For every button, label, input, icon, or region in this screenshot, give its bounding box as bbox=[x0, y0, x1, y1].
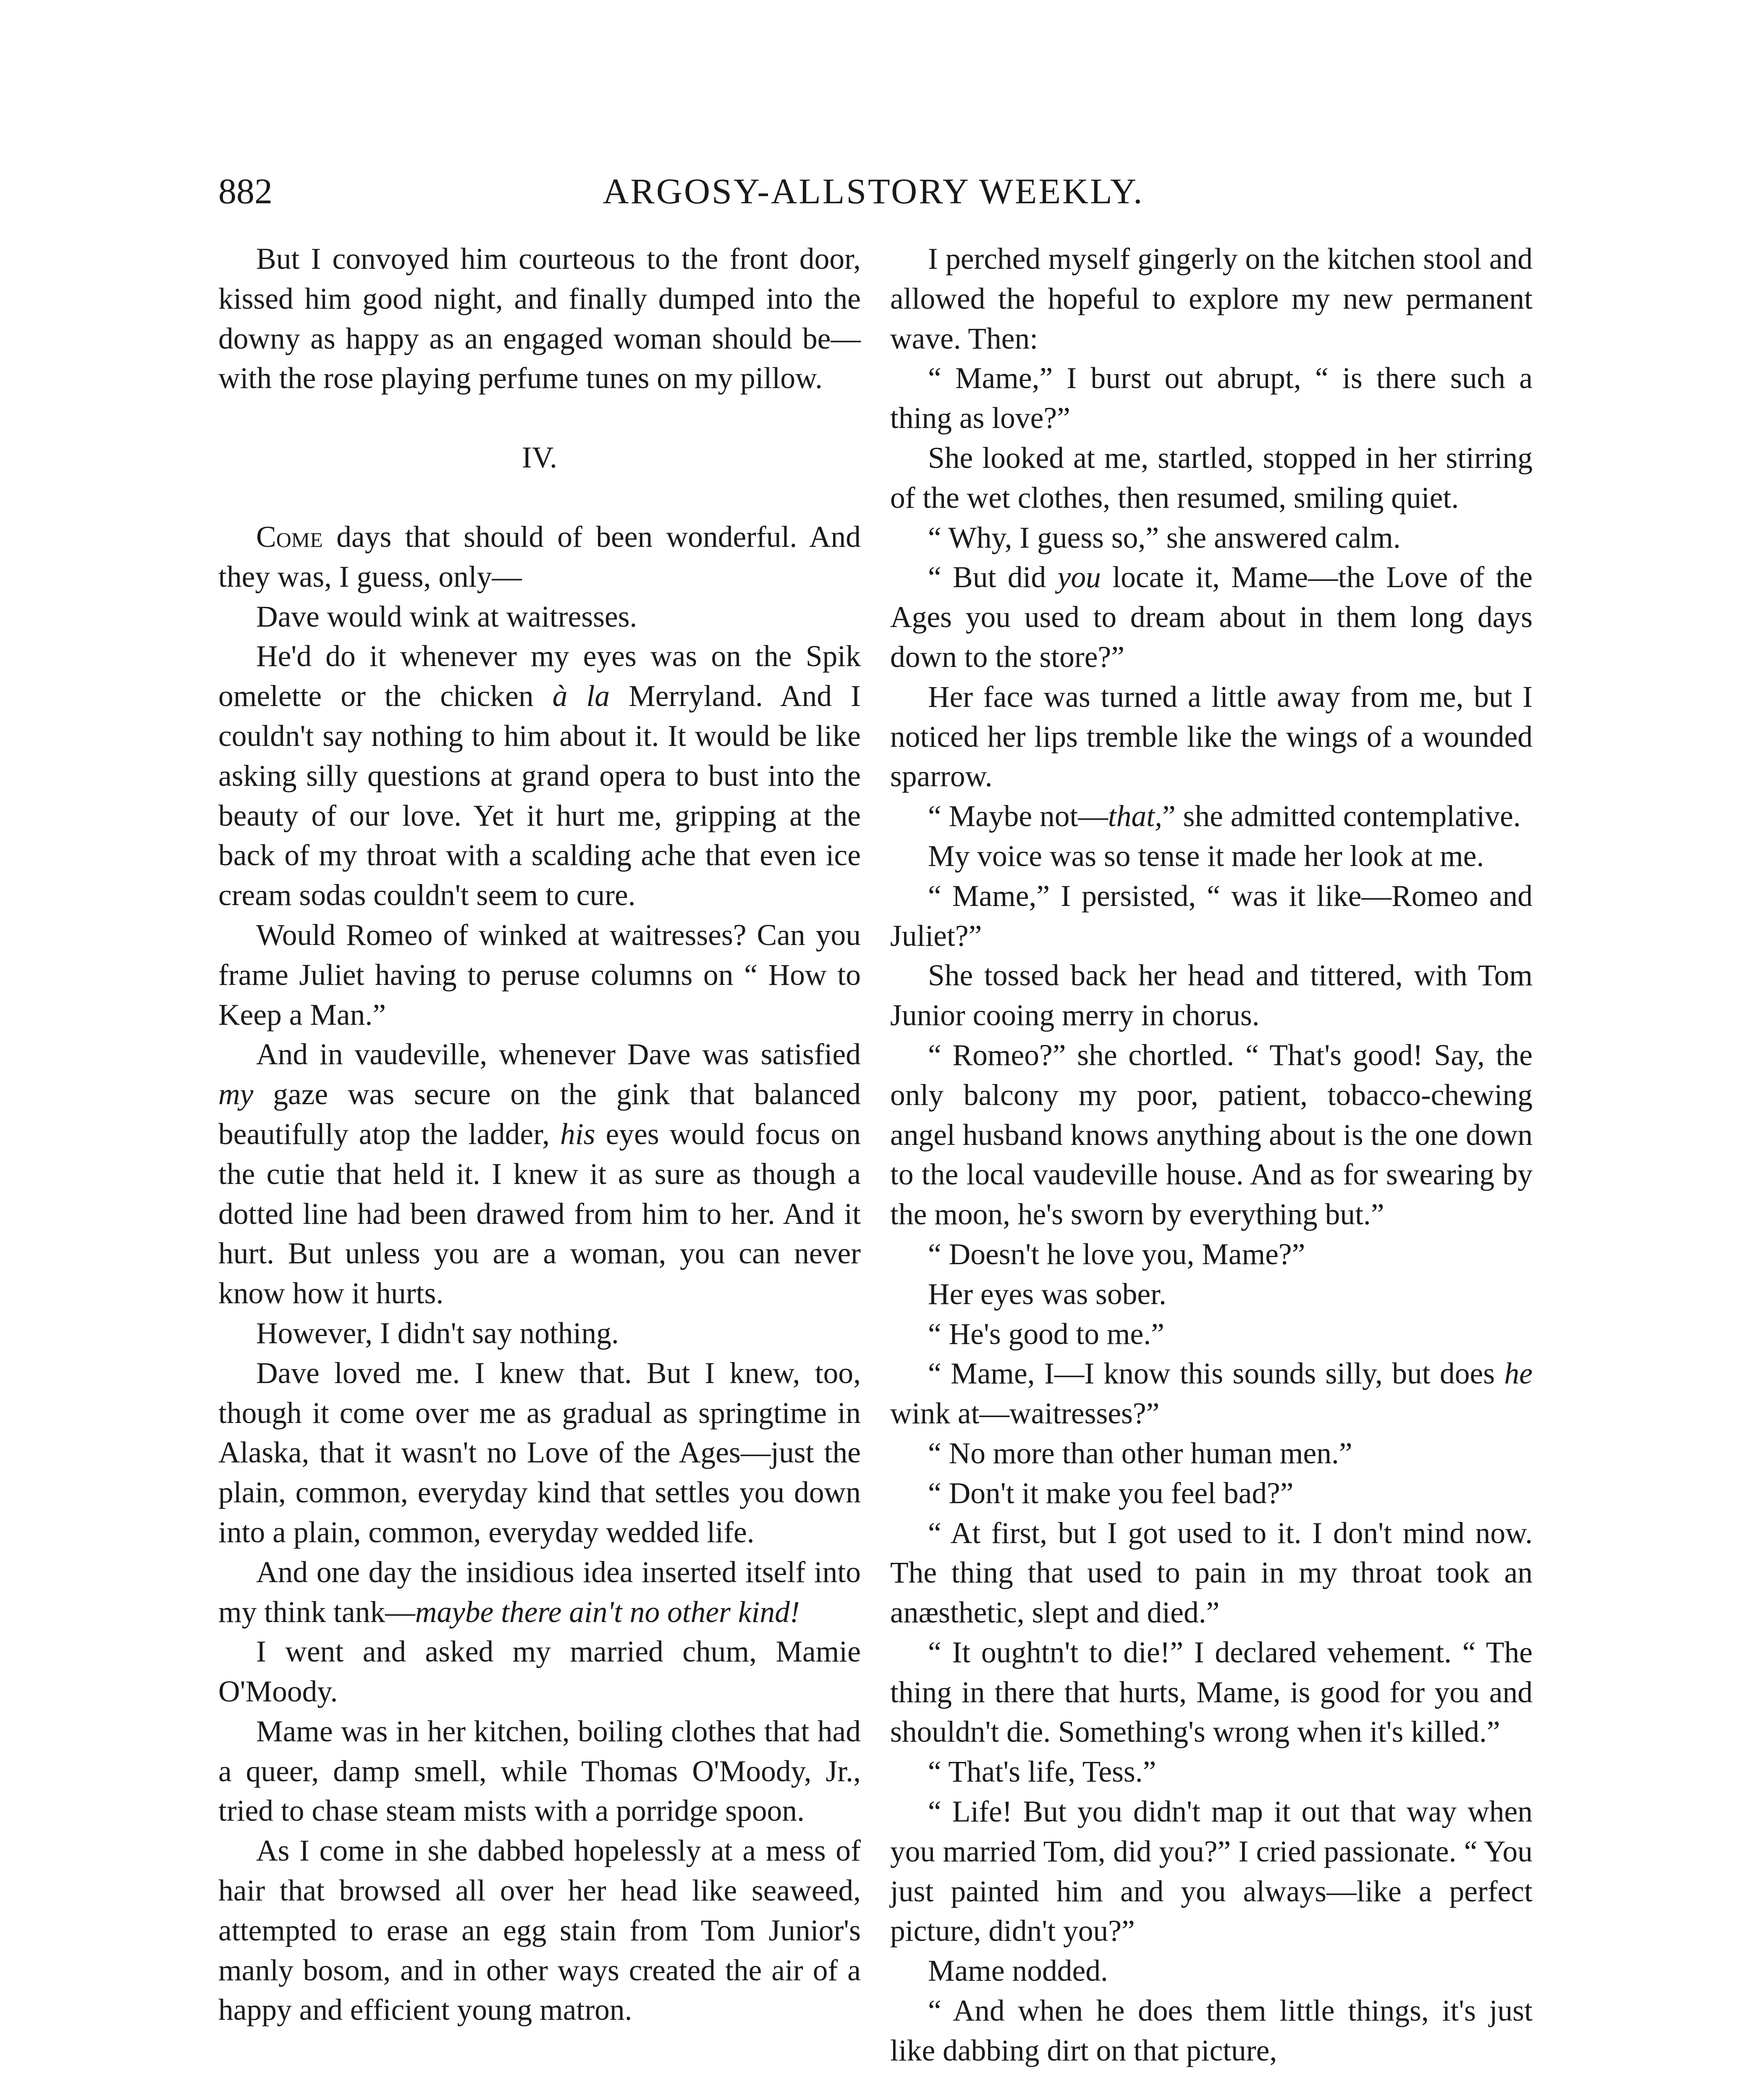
paragraph: I went and asked my married chum, Mamie O'Moody. bbox=[218, 1635, 861, 1709]
paragraph: Come days that should of been wonderful. And they was, I guess, only— bbox=[218, 520, 861, 593]
paragraph: “ Maybe not—that,” she admitted contemplative. bbox=[928, 800, 1521, 833]
italic-text: he bbox=[1504, 1357, 1533, 1391]
italic-text: that, bbox=[1108, 800, 1163, 833]
paragraph: “ That's life, Tess.” bbox=[928, 1755, 1156, 1789]
paragraph: He'd do it whenever my eyes was on the Spik omelette or the chicken à la Merryland. And I couldn't say nothing to him about it. It would be like asking silly questions at grand opera to bust into the beauty of our love. Yet it hurt me, gripping at the back of my throat with a scalding ache that even ice cream sodas couldn't seem to cure. bbox=[218, 640, 861, 912]
paragraph: Her face was turned a little away from me, but I noticed her lips tremble like the wings of a wounded sparrow. bbox=[890, 680, 1533, 793]
paragraph: My voice was so tense it made her look at me. bbox=[928, 839, 1484, 873]
paragraph: Mame nodded. bbox=[928, 1954, 1108, 1988]
italic-text: à la bbox=[552, 680, 610, 713]
paragraph: And one day the insidious idea inserted itself into my think tank—maybe there ain't no other kind! bbox=[218, 1555, 861, 1629]
paragraph: “ It oughtn't to die!” I declared vehement. “ The thing in there that hurts, Mame, is good for you and shouldn't die. Something's wrong when it's killed.” bbox=[890, 1635, 1533, 1749]
paragraph: She looked at me, startled, stopped in her stirring of the wet clothes, then resumed, smiling quiet. bbox=[890, 441, 1533, 514]
paragraph: I perched myself gingerly on the kitchen stool and allowed the hopeful to explore my new permanent wave. Then: bbox=[890, 242, 1533, 355]
left-column bbox=[218, 239, 861, 2030]
section-heading: IV. bbox=[521, 441, 558, 475]
paragraph: “ Why, I guess so,” she answered calm. bbox=[928, 521, 1401, 554]
paragraph: “ He's good to me.” bbox=[928, 1317, 1164, 1351]
paragraph: As I come in she dabbed hopelessly at a mess of hair that browsed all over her head like seaweed, attempted to erase an egg stain from Tom Junior's manly bosom, and in other ways created the air of a happy and efficient young matron. bbox=[218, 1834, 861, 2027]
paragraph: Her eyes was sober. bbox=[928, 1277, 1166, 1311]
paragraph: Mame was in her kitchen, boiling clothes that had a queer, damp smell, while Thomas O'Moody, Jr., tried to chase steam mists with a porridge spoon. bbox=[218, 1714, 861, 1828]
paragraph: But I convoyed him courteous to the front door, kissed him good night, and finally dumped into the downy as happy as an engaged woman should be—with the rose playing perfume tunes on my pillow. bbox=[218, 242, 861, 395]
running-title: ARGOSY-ALLSTORY WEEKLY. bbox=[603, 171, 1144, 211]
right-column bbox=[890, 239, 1533, 2071]
paragraph: “ Mame,” I persisted, “ was it like—Romeo and Juliet?” bbox=[890, 879, 1533, 953]
italic-text: my bbox=[218, 1078, 254, 1111]
paragraph: “ And when he does them little things, it's just like dabbing dirt on that picture, bbox=[890, 1994, 1533, 2067]
paragraph: However, I didn't say nothing. bbox=[256, 1316, 619, 1350]
italic-text: you bbox=[1057, 561, 1101, 594]
italic-text: maybe there ain't no other kind! bbox=[415, 1595, 800, 1629]
paragraph: “ Romeo?” she chortled. “ That's good! Say, the only balcony my poor, patient, tobacco-chewing angel husband knows anything about is the one down to the local vaudeville house. And as for swearing by the moon, he's sworn by everything but.” bbox=[890, 1038, 1533, 1231]
paragraph: “ Life! But you didn't map it out that way when you married Tom, did you?” I cried passionate. “ You just painted him and you always—like a perfect picture, didn't you?” bbox=[890, 1795, 1533, 1948]
paragraph: “ No more than other human men.” bbox=[928, 1436, 1352, 1470]
paragraph: “ Mame, I—I know this sounds silly, but does he wink at—waitresses?” bbox=[890, 1357, 1533, 1431]
page-header bbox=[218, 168, 1528, 214]
paragraph: “ Mame,” I burst out abrupt, “ is there such a thing as love?” bbox=[890, 362, 1533, 435]
paragraph: “ But did you locate it, Mame—the Love of the Ages you used to dream about in them long days down to the store?” bbox=[890, 561, 1533, 674]
paragraph: “ At first, but I got used to it. I don't mind now. The thing that used to pain in my throat took an anæsthetic, slept and died.” bbox=[890, 1516, 1533, 1630]
paragraph: “ Doesn't he love you, Mame?” bbox=[928, 1237, 1305, 1271]
paragraph: Dave loved me. I knew that. But I knew, too, though it come over me as gradual as springtime in Alaska, that it wasn't no Love of the Ages—just the plain, common, everyday kind that settles you down into a plain, common, everyday wedded life. bbox=[218, 1356, 861, 1549]
paragraph: “ Don't it make you feel bad?” bbox=[928, 1476, 1294, 1510]
page-number: 882 bbox=[218, 171, 273, 211]
paragraph: And in vaudeville, whenever Dave was satisfied my gaze was secure on the gink that balanced beautifully atop the ladder, his eyes would focus on the cutie that held it. I knew it as sure as though a dotted line had been drawed from him to her. And it hurt. But unless you are a woman, you can never know how it hurts. bbox=[218, 1038, 861, 1310]
paragraph: Would Romeo of winked at waitresses? Can you frame Juliet having to peruse columns on “ How to Keep a Man.” bbox=[218, 918, 861, 1032]
italic-text: his bbox=[560, 1117, 595, 1151]
paragraph: She tossed back her head and tittered, with Tom Junior cooing merry in chorus. bbox=[890, 959, 1533, 1032]
drop-word: Come bbox=[256, 520, 323, 554]
paragraph: Dave would wink at waitresses. bbox=[256, 600, 637, 633]
